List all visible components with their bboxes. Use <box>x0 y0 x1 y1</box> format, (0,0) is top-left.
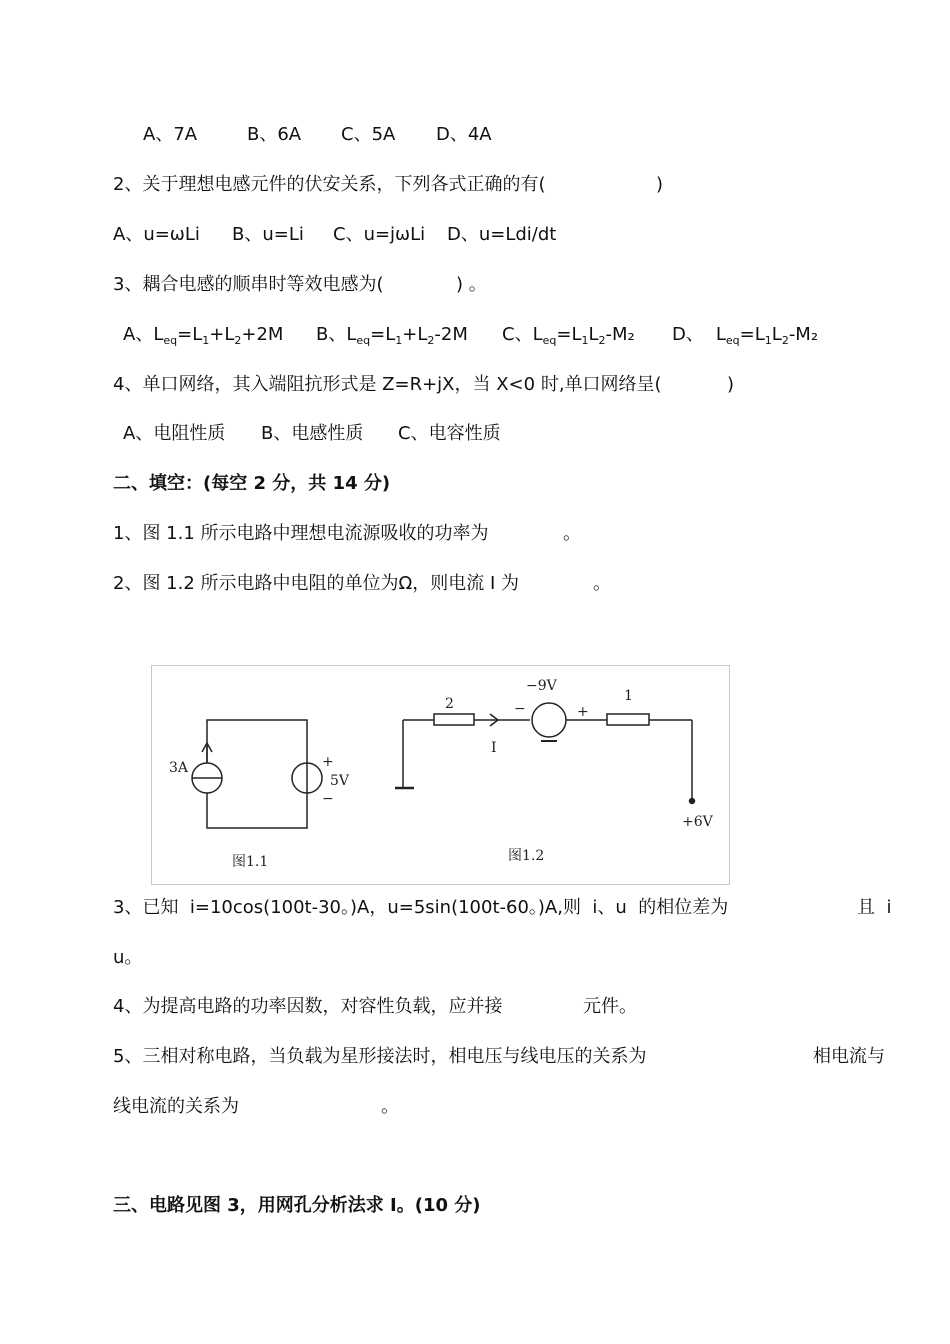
fill-item-4-end: 元件。 <box>583 996 637 1017</box>
fig12-src-minus: − <box>514 701 526 717</box>
fill-item-3-cont: u。 <box>113 947 143 968</box>
fill-item-1-end: 。 <box>563 523 581 544</box>
fill-item-2: 2、图 1.2 所示电路中电阻的单位为Ω，则电流 I 为 <box>113 573 520 594</box>
q3-option-c: C、$L_{eq}=L_1L_2-M_2$ <box>502 324 635 347</box>
fill-item-3-right: 且 i <box>857 897 892 918</box>
q2-option-a: A、u=ωLi <box>113 224 200 245</box>
fig11-voltage-label: 5V <box>330 773 350 789</box>
q1-option-d: D、4A <box>436 124 492 145</box>
fig11-caption: 图1.1 <box>232 854 269 870</box>
q1-option-c: C、5A <box>341 124 396 145</box>
fig12-src-plus: + <box>577 704 589 720</box>
q4-option-a: A、电阻性质 <box>123 423 226 444</box>
q3-option-b: B、$L_{eq}=L_1+L_2-2M$ <box>316 324 468 347</box>
q3-close: ) 。 <box>456 274 487 295</box>
fig12-caption: 图1.2 <box>508 848 545 864</box>
q2-close: ) <box>656 174 664 195</box>
fig11-plus: + <box>322 754 334 770</box>
q2-stem: 2、关于理想电感元件的伏安关系，下列各式正确的有( <box>113 174 546 195</box>
q1-option-b: B、6A <box>247 124 302 145</box>
fill-item-5: 5、三相对称电路，当负载为星形接法时，相电压与线电压的关系为 <box>113 1046 647 1067</box>
fig12-resistor-1 <box>607 714 649 725</box>
fig12-current-label: I <box>491 740 497 756</box>
fill-item-5-cont: 线电流的关系为 <box>113 1096 239 1117</box>
fig12-source-value: −9V <box>526 678 557 694</box>
fig12-resistor-2 <box>434 714 474 725</box>
fig12-voltage-source <box>532 703 566 737</box>
q2-option-c: C、u=jωLi <box>333 224 426 245</box>
q4-option-c: C、电容性质 <box>398 423 501 444</box>
fill-item-2-end: 。 <box>593 573 611 594</box>
fill-item-3: 3、已知 i=10cos(100t-30。)A，u=5sin(100t-60。)A,则 i、u 的相位差为 <box>113 897 729 918</box>
q4-option-b: B、电感性质 <box>261 423 364 444</box>
section3-title: 三、电路见图 3，用网孔分析法求 I。(10 分) <box>113 1195 481 1216</box>
fig11-source-label: 3A <box>169 760 189 776</box>
circuit-diagrams <box>152 666 729 884</box>
fill-item-4: 4、为提高电路的功率因数，对容性负载，应并接 <box>113 996 503 1017</box>
q4-stem: 4、单口网络，其入端阻抗形式是 Z=R+jX，当 X<0 时,单口网络呈( <box>113 374 662 395</box>
section2-title: 二、填空：(每空 2 分，共 14 分) <box>113 473 391 494</box>
fill-item-5-end: 。 <box>381 1096 399 1117</box>
fill-item-5-right: 相电流与 <box>813 1046 885 1067</box>
q4-close: ) <box>727 374 735 395</box>
figure-box <box>151 665 730 885</box>
fig11-minus: − <box>322 791 334 807</box>
q3-option-a: A、$L_{eq}=L_1+L_2+2M$ <box>123 324 284 347</box>
q2-option-d: D、u=Ldi/dt <box>447 224 557 245</box>
fig12-terminal-label: +6V <box>682 814 713 830</box>
q1-option-a: A、7A <box>143 124 198 145</box>
q2-option-b: B、u=Li <box>232 224 304 245</box>
q3-option-d: D、 $L_{eq}=L_1L_2-M_2$ <box>672 324 819 347</box>
fill-item-1: 1、图 1.1 所示电路中理想电流源吸收的功率为 <box>113 523 489 544</box>
fig12-r-left-label: 2 <box>445 696 454 712</box>
fig12-r-right-label: 1 <box>624 688 633 704</box>
fig12-terminal-dot <box>690 799 695 804</box>
q3-stem: 3、耦合电感的顺串时等效电感为( <box>113 274 384 295</box>
